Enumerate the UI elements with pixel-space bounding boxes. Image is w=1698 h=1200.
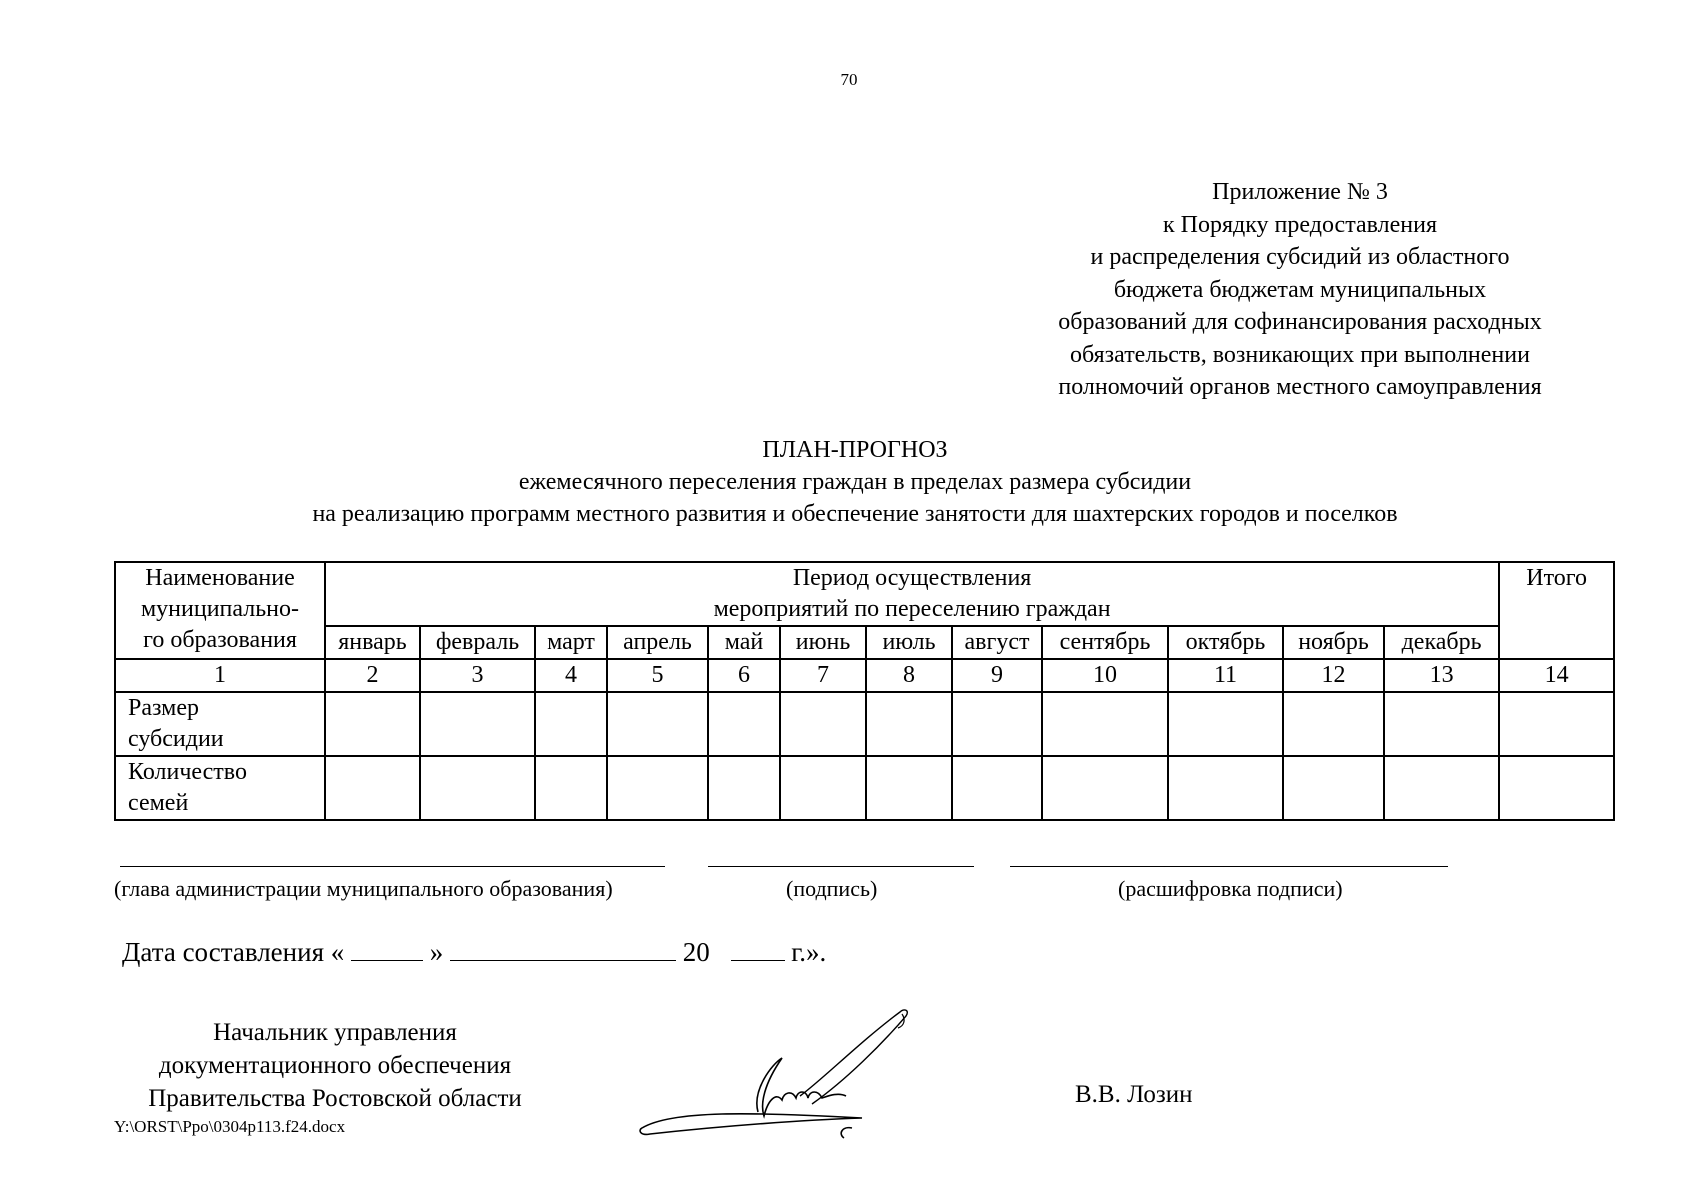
column-number-row (115, 659, 1614, 692)
row-label-line: семей (128, 790, 189, 816)
empty-cell (708, 756, 780, 820)
title-line: на реализацию программ местного развития и обеспечение занятости для шахтерских городов и поселков (312, 501, 1398, 527)
appendix-line: бюджета бюджетам муниципальных (1113, 276, 1487, 303)
empty-cell (1168, 692, 1283, 756)
month-header: октябрь (1168, 626, 1283, 659)
month-header: июнь (780, 626, 866, 659)
empty-cell (325, 692, 420, 756)
appendix-line: обязательств, возникающих при выполнении (1070, 341, 1530, 368)
column-number: 11 (1168, 659, 1283, 692)
day-blank (351, 936, 423, 961)
date-suffix: г.». (791, 937, 827, 967)
appendix-block (990, 176, 1610, 404)
document-title (120, 434, 1590, 530)
table-row-subsidy (115, 692, 1614, 756)
empty-cell (866, 692, 952, 756)
appendix-line: образований для софинансирования расходных (1058, 309, 1542, 335)
signature-caption: (подпись) (786, 876, 878, 901)
month-header: февраль (420, 626, 535, 659)
header-total: Итого (1499, 562, 1614, 659)
empty-cell (607, 756, 708, 820)
empty-cell (1042, 692, 1168, 756)
decode-caption: (расшифровка подписи) (1118, 876, 1343, 901)
year-prefix: 20 (682, 937, 710, 967)
appendix-line: к Порядку предоставления (1162, 211, 1437, 238)
chief-title-line: Начальник управления (213, 1019, 457, 1046)
table-row-families (115, 756, 1614, 820)
column-number: 12 (1283, 659, 1384, 692)
empty-cell (1499, 756, 1614, 820)
title-heading: ПЛАН-ПРОГНОЗ (762, 437, 948, 463)
header-municipality-line: Наименование (145, 565, 295, 591)
empty-cell (535, 692, 607, 756)
empty-cell (1384, 692, 1499, 756)
empty-cell (420, 756, 535, 820)
column-number: 14 (1499, 659, 1614, 692)
column-number: 6 (708, 659, 780, 692)
header-period (325, 562, 1499, 626)
handwritten-signature (632, 1000, 962, 1150)
signature-line (708, 866, 974, 867)
row-label-subsidy (115, 692, 325, 756)
date-prefix: Дата составления « (122, 937, 345, 967)
date-mid: » (429, 937, 444, 967)
empty-cell (1384, 756, 1499, 820)
file-path: Y:\ORST\Ppo\0304p113.f24.docx (114, 1117, 346, 1136)
column-number: 9 (952, 659, 1042, 692)
month-header: май (708, 626, 780, 659)
month-header: ноябрь (1283, 626, 1384, 659)
month-header: апрель (607, 626, 708, 659)
empty-cell (1283, 756, 1384, 820)
appendix-line: полномочий органов местного самоуправления (1058, 374, 1542, 400)
empty-cell (535, 756, 607, 820)
plan-table (114, 561, 1615, 821)
header-municipality (115, 562, 325, 659)
header-municipality-line: го образования (143, 627, 297, 653)
column-number: 7 (780, 659, 866, 692)
chief-title-line: документационного обеспечения (158, 1052, 512, 1079)
head-caption: (глава администрации муниципального образования) (114, 876, 613, 901)
empty-cell (1499, 692, 1614, 756)
header-municipality-line: муниципально- (140, 596, 300, 622)
header-period-line: Период осуществления (792, 565, 1032, 591)
empty-cell (420, 692, 535, 756)
column-number: 10 (1042, 659, 1168, 692)
month-header: декабрь (1384, 626, 1499, 659)
empty-cell (1283, 692, 1384, 756)
row-label-line: Количество (128, 759, 247, 785)
column-number: 3 (420, 659, 535, 692)
row-label-line: субсидии (128, 726, 224, 752)
year-blank (731, 936, 785, 961)
empty-cell (780, 756, 866, 820)
month-blank (450, 936, 676, 961)
month-header: июль (866, 626, 952, 659)
column-number: 1 (115, 659, 325, 692)
row-label-line: Размер (128, 695, 199, 721)
month-header: сентябрь (1042, 626, 1168, 659)
empty-cell (708, 692, 780, 756)
empty-cell (1042, 756, 1168, 820)
title-line: ежемесячного переселения граждан в пределах размера субсидии (518, 469, 1192, 495)
column-number: 13 (1384, 659, 1499, 692)
empty-cell (866, 756, 952, 820)
column-number: 2 (325, 659, 420, 692)
empty-cell (952, 692, 1042, 756)
signer-name: В.В. Лозин (1075, 1081, 1193, 1108)
month-header: март (535, 626, 607, 659)
empty-cell (607, 692, 708, 756)
month-header: август (952, 626, 1042, 659)
appendix-line: Приложение № 3 (1212, 179, 1388, 205)
months-row (115, 626, 1614, 659)
empty-cell (325, 756, 420, 820)
column-number: 5 (607, 659, 708, 692)
empty-cell (952, 756, 1042, 820)
head-signature-line (120, 866, 665, 867)
column-number: 4 (535, 659, 607, 692)
empty-cell (1168, 756, 1283, 820)
date-line (122, 936, 826, 968)
decode-signature-line (1010, 866, 1448, 867)
chief-title-line: Правительства Ростовской области (148, 1085, 522, 1112)
empty-cell (780, 692, 866, 756)
row-label-families (115, 756, 325, 820)
header-period-line: мероприятий по переселению граждан (713, 596, 1111, 622)
chief-title (110, 1016, 560, 1115)
appendix-line: и распределения субсидий из областного (1090, 244, 1510, 270)
month-header: январь (325, 626, 420, 659)
page-number: 70 (840, 70, 858, 89)
column-number: 8 (866, 659, 952, 692)
